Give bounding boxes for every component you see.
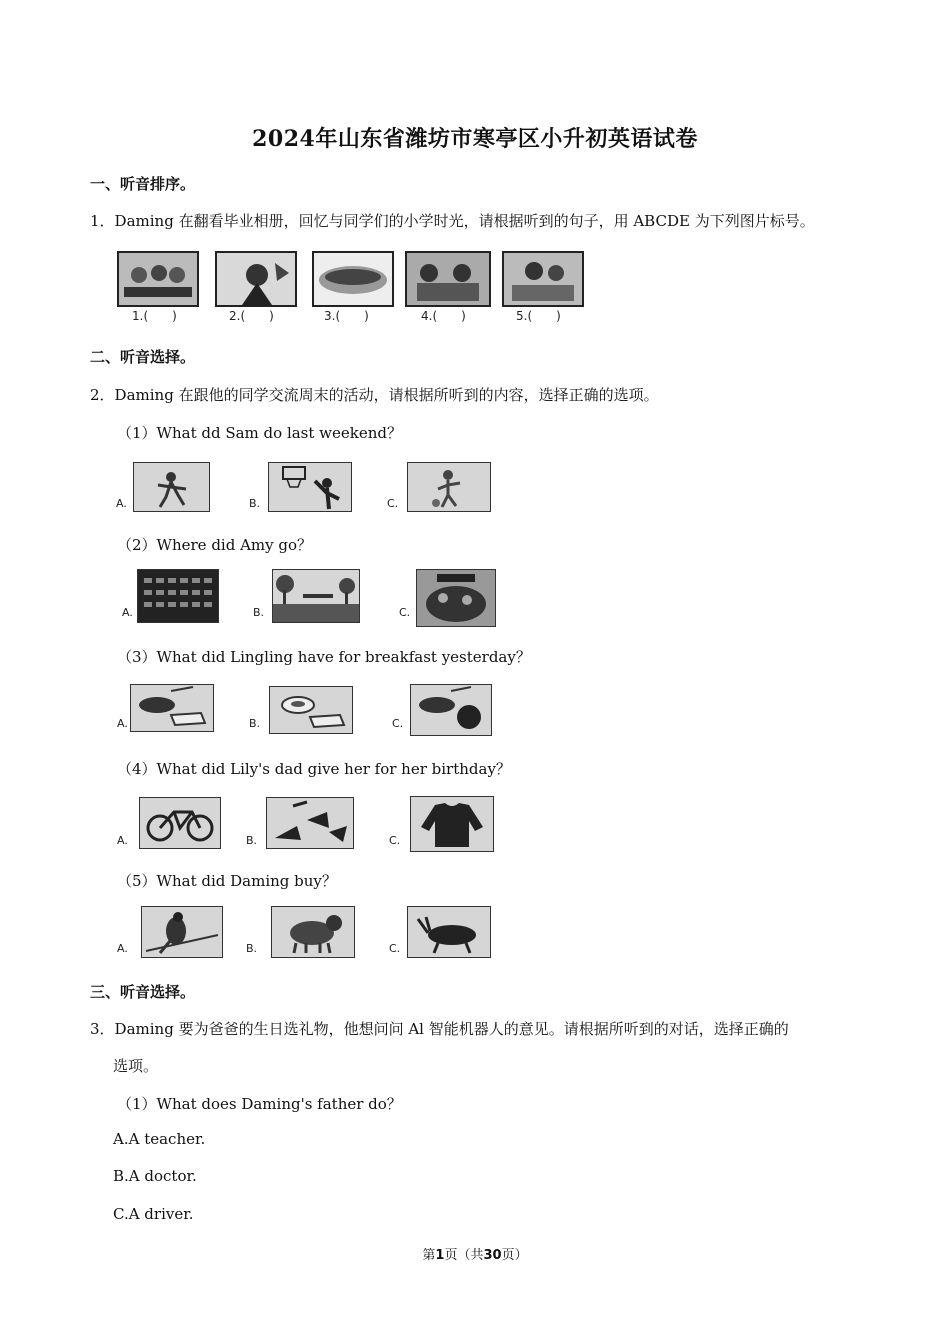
option-c-letter: C.	[392, 717, 404, 730]
option-c-letter: C.	[389, 834, 401, 847]
section-heading-3: 三、听音选择。	[90, 983, 196, 1001]
section-heading-1: 一、听音排序。	[90, 175, 196, 193]
photo-1	[117, 251, 199, 307]
option-a-image	[133, 462, 210, 512]
option-a-letter: A.	[122, 606, 133, 619]
photo-4-label: 4.( )	[421, 309, 466, 323]
question-3-sub-1: （1）What does Daming's father do？	[117, 1095, 402, 1113]
option-b-image	[271, 906, 355, 958]
option-b-image	[266, 797, 354, 849]
option-b-image	[269, 686, 353, 734]
option-a-image	[139, 797, 221, 849]
option-c-image	[416, 569, 496, 627]
option-a-letter: A.	[117, 717, 128, 730]
question-2-sub-2: （2）Where did Amy go？	[117, 536, 313, 554]
section-heading-2: 二、听音选择。	[90, 348, 196, 366]
option-a-letter: A.	[116, 497, 127, 510]
question-2-sub-5: （5）What did Daming buy？	[117, 872, 337, 890]
option-b-letter: B.	[246, 942, 258, 955]
question-2-sub-3: （3）What did Lingling have for breakfast yesterday？	[117, 648, 531, 666]
page-total: 30	[483, 1248, 502, 1263]
option-a-letter: A.	[117, 942, 128, 955]
option-a-letter: A.	[117, 834, 128, 847]
option-c-image	[407, 462, 491, 512]
option-a-image	[130, 684, 214, 732]
option-c-letter: C.	[389, 942, 401, 955]
option-a-image	[141, 906, 223, 958]
option-b-image	[268, 462, 352, 512]
footer-prefix: 第	[422, 1248, 436, 1263]
question-2-sub-1: （1）What dd Sam do last weekend？	[117, 424, 403, 442]
option-b-letter: B.	[246, 834, 258, 847]
question-2-text: 2．Daming 在跟他的同学交流周末的活动，请根据所听到的内容，选择正确的选项。	[90, 386, 659, 404]
answer-option-a: A.A teacher.	[113, 1130, 206, 1148]
question-2-sub-4: （4）What did Lily's dad give her for her birthday？	[117, 760, 511, 778]
question-3-text-continued: 选项。	[113, 1057, 159, 1075]
photo-5-label: 5.( )	[516, 309, 561, 323]
photo-2-label: 2.( )	[229, 309, 274, 323]
photo-4	[405, 251, 491, 307]
photo-3-label: 3.( )	[324, 309, 369, 323]
photo-2	[215, 251, 297, 307]
option-c-image	[410, 796, 494, 852]
option-b-letter: B.	[249, 497, 261, 510]
photo-1-label: 1.( )	[132, 309, 177, 323]
page-footer	[0, 1244, 950, 1263]
question-3-text: 3．Daming 要为爸爸的生日选礼物，他想问问 Al 智能机器人的意见。请根据所听到的对话，选择正确的	[90, 1020, 789, 1038]
option-b-image	[272, 569, 360, 623]
option-b-letter: B.	[249, 717, 261, 730]
page-title: 2024年山东省潍坊市寒亭区小升初英语试卷	[252, 126, 698, 152]
option-c-image	[410, 684, 492, 736]
option-c-image	[407, 906, 491, 958]
option-b-letter: B.	[253, 606, 265, 619]
answer-option-c: C.A driver.	[113, 1205, 194, 1223]
answer-option-b: B.A doctor.	[113, 1167, 197, 1185]
page-number: 1	[435, 1248, 445, 1263]
question-1-text: 1．Daming 在翻看毕业相册，回忆与同学们的小学时光，请根据听到的句子，用 ABCDE 为下列图片标号。	[90, 212, 815, 230]
photo-5	[502, 251, 584, 307]
option-c-letter: C.	[399, 606, 411, 619]
footer-suffix: 页）	[501, 1248, 528, 1263]
footer-mid: 页（共	[444, 1248, 484, 1263]
photo-3	[312, 251, 394, 307]
option-a-image	[137, 569, 219, 623]
option-c-letter: C.	[387, 497, 399, 510]
